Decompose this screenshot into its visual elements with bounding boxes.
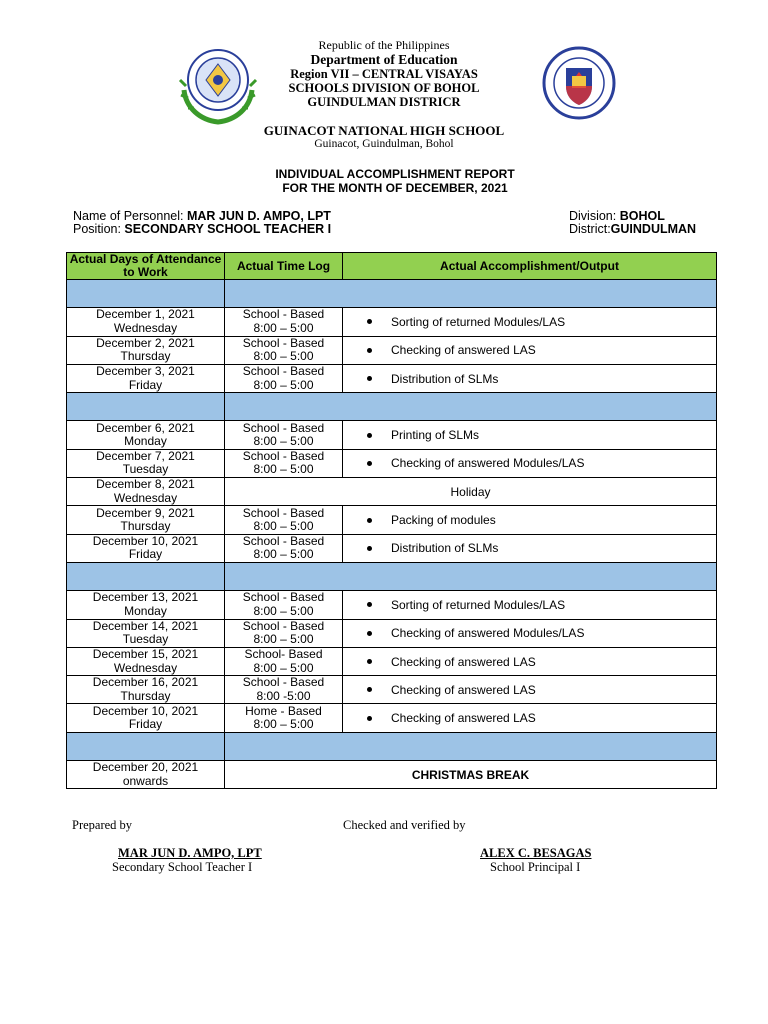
day-text: Friday — [128, 547, 163, 562]
republic-line: Republic of the Philippines — [318, 38, 450, 52]
week-separator-cell — [67, 732, 225, 760]
table-body — [67, 280, 717, 789]
day-text: Wednesday — [113, 320, 178, 335]
day-text: Thursday — [120, 688, 171, 703]
personnel-division — [569, 209, 665, 223]
accomplishment-cell — [343, 591, 717, 619]
date-text: December 1, 2021 — [96, 307, 195, 322]
holiday-cell — [225, 478, 717, 506]
district-value: GUINDULMAN — [610, 222, 697, 236]
accomplishment-text: Printing of SLMs — [391, 428, 480, 443]
checked-label: Checked and verified by — [343, 818, 466, 832]
day-text: Friday — [128, 717, 163, 732]
time-log-cell — [225, 591, 343, 619]
time-range: 8:00 -5:00 — [256, 688, 311, 703]
work-mode: School - Based — [242, 505, 325, 520]
checked-name: ALEX C. BESAGAS — [480, 846, 592, 860]
date-text: December 10, 2021 — [92, 533, 199, 548]
time-range: 8:00 – 5:00 — [253, 434, 314, 449]
break-text: CHRISTMAS BREAK — [411, 767, 530, 782]
date-text: December 3, 2021 — [96, 364, 195, 379]
time-log-cell — [225, 534, 343, 562]
accomplishment-text: Sorting of returned Modules/LAS — [391, 314, 566, 329]
work-mode: School - Based — [242, 420, 325, 435]
day-text: Tuesday — [122, 632, 169, 647]
position-value: SECONDARY SCHOOL TEACHER I — [124, 222, 332, 236]
table-row — [67, 336, 717, 364]
time-range: 8:00 – 5:00 — [253, 603, 314, 618]
table-row — [67, 478, 717, 506]
accomplishment-text: Checking of answered Modules/LAS — [391, 626, 585, 641]
week-separator-cell — [225, 280, 717, 308]
time-range: 8:00 – 5:00 — [253, 349, 314, 364]
date-text: December 16, 2021 — [92, 675, 199, 690]
accomplishment-text: Checking of answered LAS — [391, 711, 536, 726]
accomplishment-text: Distribution of SLMs — [391, 541, 499, 556]
week-separator-cell — [67, 562, 225, 590]
bullet-icon — [367, 376, 372, 381]
table-row — [67, 449, 717, 477]
attendance-date-cell — [67, 364, 225, 392]
attendance-date-cell — [67, 591, 225, 619]
time-log-cell — [225, 647, 343, 675]
accomplishment-text: Distribution of SLMs — [391, 371, 499, 386]
time-log-cell — [225, 676, 343, 704]
date-text: December 14, 2021 — [92, 618, 199, 633]
work-mode: School - Based — [242, 618, 325, 633]
accomplishment-item — [343, 343, 716, 357]
day-text: onwards — [122, 773, 169, 788]
accomplishment-item — [343, 513, 716, 527]
bullet-icon — [367, 461, 372, 466]
accomplishment-item — [343, 598, 716, 612]
attendance-date-cell — [67, 421, 225, 449]
division-label: Division: — [569, 209, 620, 223]
bullet-icon — [367, 433, 372, 438]
work-mode: School - Based — [242, 448, 325, 463]
header-attendance: Actual Days of Attendance to Work — [67, 253, 225, 280]
work-mode: School - Based — [242, 335, 325, 350]
time-range: 8:00 – 5:00 — [253, 632, 314, 647]
bullet-icon — [367, 518, 372, 523]
accomplishment-item — [343, 655, 716, 669]
work-mode: School - Based — [242, 533, 325, 548]
time-range: 8:00 – 5:00 — [253, 547, 314, 562]
report-subtitle: FOR THE MONTH OF DECEMBER, 2021 — [282, 181, 508, 195]
work-mode: Home - Based — [245, 703, 322, 718]
table-row — [67, 308, 717, 336]
day-text: Wednesday — [113, 660, 178, 675]
bullet-icon — [367, 348, 372, 353]
district-label: District: — [569, 222, 611, 236]
work-mode: School - Based — [242, 590, 325, 605]
accomplishment-cell — [343, 704, 717, 732]
header-time-log: Actual Time Log — [225, 253, 343, 280]
accomplishment-text: Checking of answered LAS — [391, 654, 536, 669]
accomplishment-cell — [343, 308, 717, 336]
work-mode: School - Based — [242, 364, 325, 379]
break-cell — [225, 761, 717, 789]
week-separator-cell — [225, 562, 717, 590]
attendance-date-cell — [67, 704, 225, 732]
attendance-date-cell — [67, 647, 225, 675]
bullet-icon — [367, 716, 372, 721]
region-line: Region VII – CENTRAL VISAYAS — [290, 67, 478, 81]
work-mode: School- Based — [244, 647, 323, 661]
header-accomplishment: Actual Accomplishment/Output — [343, 253, 717, 280]
table-row — [67, 676, 717, 704]
accomplishment-cell — [343, 506, 717, 534]
accomplishment-item — [343, 626, 716, 640]
accomplishment-cell — [343, 364, 717, 392]
table-row — [67, 421, 717, 449]
personnel-name — [73, 209, 331, 223]
work-mode: School - Based — [242, 307, 325, 322]
table-row — [67, 761, 717, 789]
accomplishment-cell — [343, 619, 717, 647]
table-row — [67, 534, 717, 562]
time-range: 8:00 – 5:00 — [253, 519, 314, 534]
time-log-cell — [225, 336, 343, 364]
accomplishment-cell — [343, 647, 717, 675]
name-value: MAR JUN D. AMPO, LPT — [186, 209, 331, 223]
prepared-name: MAR JUN D. AMPO, LPT — [118, 846, 262, 860]
time-log-cell — [225, 619, 343, 647]
time-log-cell — [225, 421, 343, 449]
accomplishment-text: Checking of answered LAS — [391, 682, 536, 697]
bullet-icon — [367, 659, 372, 664]
school-address: Guinacot, Guindulman, Bohol — [314, 138, 454, 150]
time-range: 8:00 – 5:00 — [253, 320, 314, 335]
accomplishment-item — [343, 541, 716, 555]
accomplishment-cell — [343, 676, 717, 704]
day-text: Friday — [128, 377, 163, 392]
time-log-cell — [225, 506, 343, 534]
accomplishment-item — [343, 315, 716, 329]
date-text: December 13, 2021 — [92, 590, 199, 605]
date-text: December 10, 2021 — [92, 703, 199, 718]
time-range: 8:00 – 5:00 — [253, 717, 314, 732]
date-text: December 2, 2021 — [96, 335, 195, 350]
attendance-date-cell — [67, 534, 225, 562]
holiday-text: Holiday — [450, 484, 491, 499]
accomplishment-text: Checking of answered LAS — [391, 343, 536, 358]
bullet-icon — [367, 602, 372, 607]
date-text: December 15, 2021 — [92, 647, 199, 661]
name-label: Name of Personnel: — [73, 209, 187, 223]
accomplishment-cell — [343, 421, 717, 449]
day-text: Thursday — [120, 519, 171, 534]
accomplishment-table — [66, 252, 717, 789]
table-row — [67, 704, 717, 732]
prepared-label: Prepared by — [72, 818, 133, 832]
week-separator-row — [67, 732, 717, 760]
table-row — [67, 619, 717, 647]
time-range: 8:00 – 5:00 — [253, 377, 314, 392]
bullet-icon — [367, 687, 372, 692]
checked-title: School Principal I — [490, 860, 581, 874]
week-separator-cell — [67, 280, 225, 308]
accomplishment-cell — [343, 534, 717, 562]
table-row — [67, 647, 717, 675]
date-text: December 6, 2021 — [96, 420, 195, 435]
report-title: INDIVIDUAL ACCOMPLISHMENT REPORT — [275, 167, 515, 181]
school-name: GUINACOT NATIONAL HIGH SCHOOL — [263, 123, 505, 138]
time-range: 8:00 – 5:00 — [253, 462, 314, 477]
date-text: December 7, 2021 — [96, 448, 195, 463]
division-value: BOHOL — [619, 209, 665, 223]
accomplishment-cell — [343, 336, 717, 364]
week-separator-row — [67, 562, 717, 590]
personnel-position — [73, 222, 331, 236]
week-separator-row — [67, 280, 717, 308]
table-row — [67, 591, 717, 619]
date-text: December 8, 2021 — [96, 477, 195, 492]
attendance-date-cell — [67, 449, 225, 477]
attendance-date-cell — [67, 619, 225, 647]
week-separator-cell — [225, 393, 717, 421]
date-text: December 20, 2021 — [92, 760, 199, 775]
division-line: SCHOOLS DIVISION OF BOHOL — [288, 81, 480, 95]
attendance-date-cell — [67, 308, 225, 336]
accomplishment-item — [343, 711, 716, 725]
week-separator-row — [67, 393, 717, 421]
week-separator-cell — [225, 732, 717, 760]
prepared-title: Secondary School Teacher I — [112, 860, 253, 874]
bullet-icon — [367, 546, 372, 551]
day-text: Monday — [124, 603, 167, 618]
accomplishment-cell — [343, 449, 717, 477]
accomplishment-item — [343, 428, 716, 442]
week-separator-cell — [67, 393, 225, 421]
accomplishment-text: Sorting of returned Modules/LAS — [391, 597, 566, 612]
district-line: GUINDULMAN DISTRICR — [307, 95, 461, 109]
day-text: Wednesday — [113, 490, 178, 505]
accomplishment-item — [343, 372, 716, 386]
accomplishment-text: Checking of answered Modules/LAS — [391, 456, 585, 471]
position-label: Position: — [73, 222, 125, 236]
time-log-cell — [225, 364, 343, 392]
bullet-icon — [367, 631, 372, 636]
attendance-date-cell — [67, 506, 225, 534]
table-row — [67, 364, 717, 392]
table-row — [67, 506, 717, 534]
attendance-date-cell — [67, 676, 225, 704]
time-log-cell — [225, 704, 343, 732]
time-log-cell — [225, 449, 343, 477]
attendance-date-cell — [67, 478, 225, 506]
day-text: Thursday — [120, 349, 171, 364]
attendance-date-cell — [67, 761, 225, 789]
time-log-cell — [225, 308, 343, 336]
day-text: Tuesday — [122, 462, 169, 477]
date-text: December 9, 2021 — [96, 505, 195, 520]
accomplishment-text: Packing of modules — [391, 513, 496, 528]
personnel-district — [569, 222, 696, 236]
accomplishment-item — [343, 683, 716, 697]
table-header-row — [67, 253, 717, 280]
time-range: 8:00 – 5:00 — [253, 660, 314, 675]
attendance-date-cell — [67, 336, 225, 364]
day-text: Monday — [124, 434, 167, 449]
work-mode: School - Based — [242, 675, 325, 690]
department-line: Department of Education — [310, 52, 458, 67]
bullet-icon — [367, 319, 372, 324]
accomplishment-item — [343, 456, 716, 470]
